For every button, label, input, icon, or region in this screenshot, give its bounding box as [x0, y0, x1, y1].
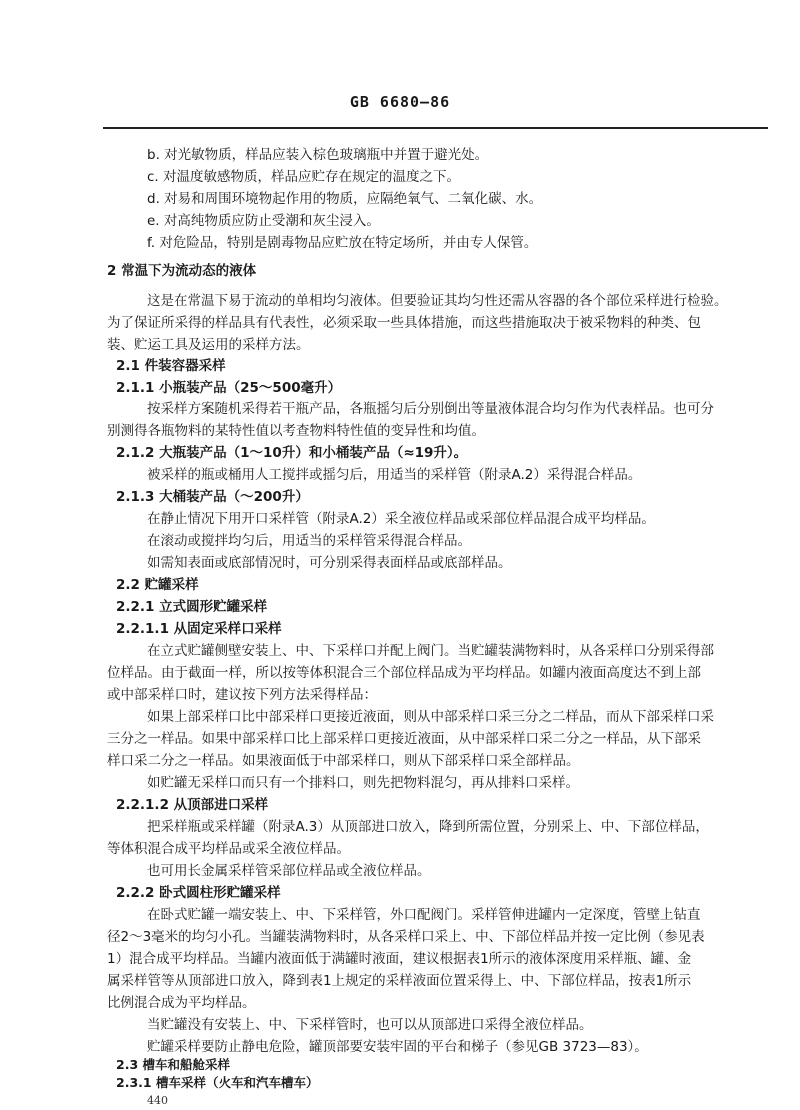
- paragraph-line: 等体积混合成平均样品或采全液位样品。: [107, 841, 350, 857]
- section-heading-2-2-1-1: 2.2.1.1 从固定采样口采样: [116, 621, 282, 637]
- section-heading-2-3: 2.3 槽车和船舱采样: [116, 1057, 230, 1072]
- list-item-d: d. 对易和周围环境物起作用的物质，应隔绝氧气、二氧化碳、水。: [147, 191, 543, 207]
- paragraph-line: 属采样管等从顶部进口放入，降到表1上规定的采样液面位置采得上、中、下部位样品，按表1所示: [107, 973, 692, 989]
- list-item-f: f. 对危险品，特别是剧毒物品应贮放在特定场所，并由专人保管。: [147, 235, 538, 251]
- paragraph-line: 按采样方案随机采得若干瓶产品，各瓶摇匀后分别倒出等量液体混合均匀作为代表样品。也可分: [147, 401, 714, 417]
- paragraph-line: 比例混合成为平均样品。: [107, 995, 256, 1011]
- section-heading-2-3-1: 2.3.1 槽车采样（火车和汽车槽车）: [116, 1075, 319, 1090]
- section-heading-2-2-1-2: 2.2.1.2 从顶部进口采样: [116, 797, 269, 813]
- paragraph-line: 在卧式贮罐一端安装上、中、下采样管，外口配阀门。采样管伸进罐内一定深度，管壁上钻直: [147, 907, 701, 923]
- paragraph-line: 或中部采样口时，建议按下列方法采得样品：: [107, 687, 377, 703]
- section-heading-2: 2 常温下为流动态的液体: [107, 263, 257, 279]
- section-heading-2-1-3: 2.1.3 大桶装产品（～200升）: [116, 489, 309, 505]
- paragraph-line: 三分之一样品。如果中部采样口比上部采样口更接近液面，从中部采样口采二分之一样品，从下部采: [107, 731, 701, 747]
- paragraph-line: 贮罐采样要防止静电危险，罐顶部要安装牢固的平台和梯子（参见GB 3723—83）。: [147, 1039, 648, 1055]
- paragraph-line: 位样品。由于截面一样，所以按等体积混合三个部位样品成为平均样品。如罐内液面高度达不到上部: [107, 665, 701, 681]
- list-item-e: e. 对高纯物质应防止受潮和灰尘浸入。: [147, 213, 380, 229]
- paragraph-line: 样口采二分之一样品。如果液面低于中部采样口，则从下部采样口采全部样品。: [107, 753, 580, 769]
- paragraph-line: 如果上部采样口比中部采样口更接近液面，则从中部采样口采三分之二样品，而从下部采样口采: [147, 709, 714, 725]
- header-rule: [103, 127, 768, 129]
- section-heading-2-2-2: 2.2.2 卧式圆柱形贮罐采样: [116, 885, 281, 901]
- paragraph-line: 如贮罐无采样口而只有一个排料口，则先把物料混匀，再从排料口采样。: [147, 775, 579, 791]
- paragraph-line: 把采样瓶或采样罐（附录A.3）从顶部进口放入，降到所需位置，分别采上、中、下部位样品，: [147, 819, 709, 835]
- section-heading-2-2: 2.2 贮罐采样: [116, 577, 199, 593]
- paragraph-line: 为了保证所采得的样品具有代表性，必须采取一些具体措施，而这些措施取决于被采物料的种类、包: [107, 315, 701, 331]
- section-heading-2-1-1: 2.1.1 小瓶装产品（25～500毫升）: [116, 380, 342, 396]
- paragraph-line: 装、贮运工具及运用的采样方法。: [107, 337, 310, 353]
- paragraph-line: 别测得各瓶物料的某特性值以考查物料特性值的变异性和均值。: [107, 423, 485, 439]
- paragraph-line: 1）混合成平均样品。当罐内液面低于满罐时液面，建议根据表1所示的液体深度用采样瓶、罐、金: [107, 951, 692, 967]
- paragraph-line: 被采样的瓶或桶用人工搅拌或摇匀后，用适当的采样管（附录A.2）采得混合样品。: [147, 467, 642, 483]
- paragraph-line: 如需知表面或底部情况时，可分别采得表面样品或底部样品。: [147, 555, 512, 571]
- paragraph-line: 在立式贮罐侧壁安装上、中、下采样口并配上阀门。当贮罐装满物料时，从各采样口分别采得部: [147, 643, 714, 659]
- paragraph-line: 在静止情况下用开口采样管（附录A.2）采全液位样品或采部位样品混合成平均样品。: [147, 511, 655, 527]
- standard-code-header: GB 6680—86: [349, 93, 451, 111]
- paragraph-line: 在滚动或搅拌均匀后，用适当的采样管采得混合样品。: [147, 533, 471, 549]
- section-heading-2-2-1: 2.2.1 立式圆形贮罐采样: [116, 599, 268, 615]
- paragraph-line: 这是在常温下易于流动的单相均匀液体。但要验证其均匀性还需从容器的各个部位采样进行检验。: [147, 293, 728, 309]
- paragraph-line: 当贮罐没有安装上、中、下采样管时，也可以从顶部进口采得全液位样品。: [147, 1017, 593, 1033]
- paragraph-line: 径2～3毫米的均匀小孔。当罐装满物料时，从各采样口采上、中、下部位样品并按一定比例（参见表: [107, 929, 705, 945]
- section-heading-2-1-2: 2.1.2 大瓶装产品（1～10升）和小桶装产品（≈19升）。: [116, 445, 468, 461]
- page-number: 440: [147, 1094, 168, 1107]
- section-heading-2-1: 2.1 件装容器采样: [116, 358, 226, 374]
- list-item-c: c. 对温度敏感物质，样品应贮存在规定的温度之下。: [147, 169, 461, 185]
- paragraph-line: 也可用长金属采样管采部位样品或全液位样品。: [147, 863, 431, 879]
- list-item-b: b. 对光敏物质，样品应装入棕色玻璃瓶中并置于避光处。: [147, 147, 489, 163]
